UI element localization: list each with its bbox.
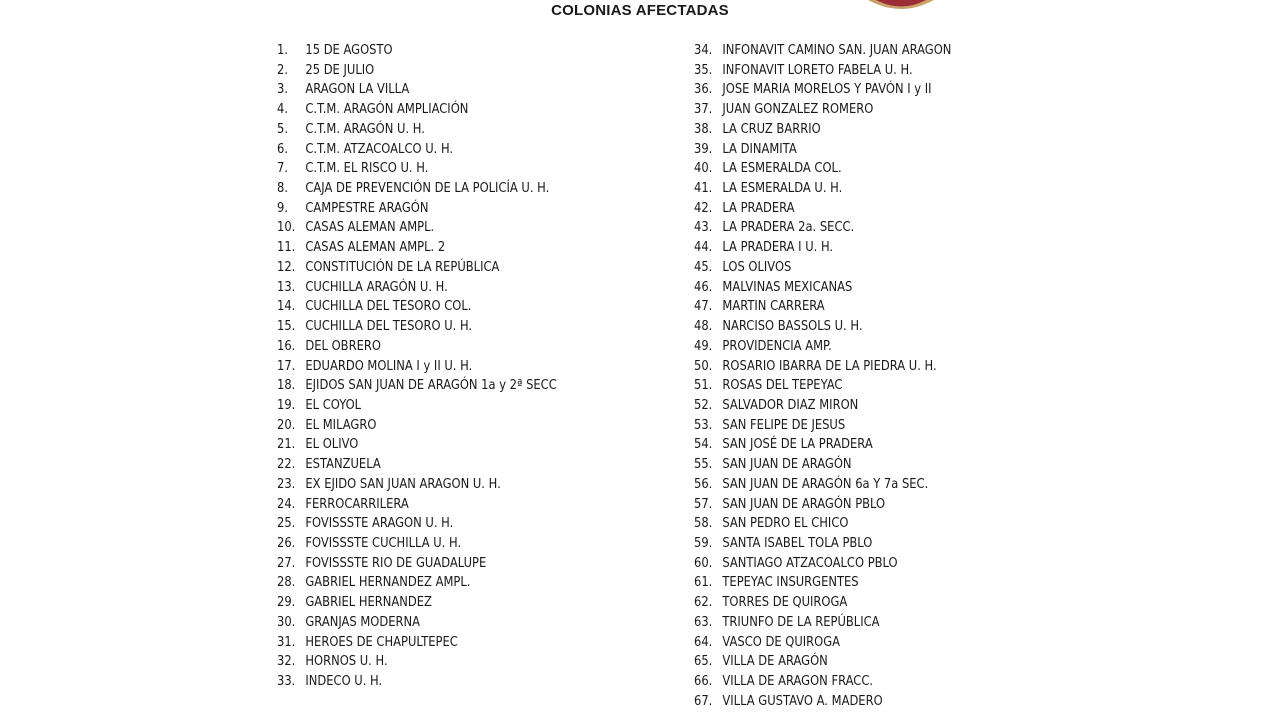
list-item-name: GRANJAS MODERNA (305, 614, 421, 630)
list-item-number: 18. (277, 378, 296, 394)
list-item-number: 57. (694, 496, 713, 512)
list-item (694, 61, 951, 81)
list-item-number: 39. (694, 141, 713, 157)
list-item-number: 15. (277, 319, 296, 335)
list-item-name: 25 DE JULIO (305, 62, 375, 78)
list-item-number: 7. (277, 161, 288, 177)
list-item-number: 34. (694, 43, 713, 58)
list-item-number: 62. (694, 595, 713, 611)
list-item-number: 25. (277, 516, 296, 532)
list-item (277, 514, 557, 534)
list-item-number: 28. (277, 575, 296, 591)
list-item-number: 65. (694, 654, 713, 670)
list-item (694, 416, 951, 436)
list-item-number: 38. (694, 121, 713, 137)
list-item-name: LA PRADERA 2a. SECC. (722, 220, 855, 236)
list-item (277, 633, 557, 653)
list-item-number: 16. (277, 338, 296, 354)
list-item-name: ROSARIO IBARRA DE LA PIEDRA U. H. (722, 358, 937, 374)
list-item-number: 36. (694, 82, 713, 98)
list-item (277, 652, 557, 672)
list-item-number: 51. (694, 378, 713, 394)
list-item-name: NARCISO BASSOLS U. H. (722, 319, 863, 335)
list-item-name: TORRES DE QUIROGA (722, 595, 848, 611)
list-item (277, 475, 557, 495)
list-item-name: JOSE MARIA MORELOS Y PAVÓN I y II (722, 82, 932, 98)
list-item (277, 297, 557, 317)
list-item (694, 140, 951, 160)
list-item-name: MARTIN CARRERA (722, 299, 825, 315)
list-item-number: 41. (694, 181, 713, 197)
list-item-number: 66. (694, 674, 713, 689)
list-item-name: TRIUNFO DE LA REPÚBLICA (722, 614, 880, 630)
list-item-number: 17. (277, 358, 296, 374)
list-item-name: INFONAVIT LORETO FABELA U. H. (722, 62, 913, 78)
list-item (277, 593, 557, 613)
list-item-name: EL COYOL (305, 397, 362, 413)
list-item-name: C.T.M. ARAGÓN U. H. (305, 121, 425, 137)
list-item-name: CAJA DE PREVENCIÓN DE LA POLICÍA U. H. (305, 181, 550, 197)
list-item (694, 80, 951, 100)
colonias-list-left (277, 41, 602, 692)
list-item (694, 218, 951, 238)
list-item (694, 41, 951, 61)
list-item (277, 672, 557, 692)
list-item (694, 179, 951, 199)
list-item-name: C.T.M. ATZACOALCO U. H. (305, 141, 454, 157)
list-item-name: SALVADOR DIAZ MIRON (722, 397, 859, 413)
list-item-number: 14. (277, 299, 296, 315)
list-item-name: SAN JUAN DE ARAGÓN 6a Y 7a SEC. (722, 476, 929, 492)
list-item-number: 5. (277, 121, 288, 137)
list-item-number: 8. (277, 181, 288, 197)
list-item-number: 45. (694, 259, 713, 275)
list-item-name: VILLA DE ARAGON FRACC. (722, 674, 874, 689)
list-item-number: 64. (694, 634, 713, 650)
list-item (277, 100, 557, 120)
list-item (277, 278, 557, 298)
list-item (694, 396, 951, 416)
list-item-name: C.T.M. ARAGÓN AMPLIACIÓN (305, 102, 469, 118)
list-item-number: 58. (694, 516, 713, 532)
list-item-name: LOS OLIVOS (722, 259, 792, 275)
list-item-number: 67. (694, 693, 713, 709)
list-item-number: 20. (277, 417, 296, 433)
list-item (277, 218, 557, 238)
list-item-name: SANTA ISABEL TOLA PBLO (722, 535, 873, 551)
page-title: COLONIAS AFECTADAS (551, 2, 729, 19)
list-item-name: CASAS ALEMAN AMPL. (305, 220, 435, 236)
list-item (277, 534, 557, 554)
list-item-number: 61. (694, 575, 713, 591)
list-item-name: LA DINAMITA (722, 141, 797, 157)
list-item-name: EL MILAGRO (305, 417, 377, 433)
list-item-name: HEROES DE CHAPULTEPEC (305, 634, 458, 650)
list-item (694, 613, 951, 633)
list-item (694, 120, 951, 140)
list-item-name: SANTIAGO ATZACOALCO PBLO (722, 555, 898, 571)
list-item-number: 60. (694, 555, 713, 571)
list-item-name: LA ESMERALDA U. H. (722, 181, 843, 197)
list-item-name: EJIDOS SAN JUAN DE ARAGÓN 1a y 2ª SECC (305, 378, 557, 394)
list-item-number: 37. (694, 102, 713, 118)
list-item-number: 13. (277, 279, 296, 295)
list-item (694, 652, 951, 672)
list-item-number: 2. (277, 62, 288, 78)
list-item (694, 633, 951, 653)
list-item (277, 258, 557, 278)
list-item-name: ROSAS DEL TEPEYAC (722, 378, 843, 394)
list-item-number: 1. (277, 43, 288, 58)
list-item-name: FOVISSSTE ARAGON U. H. (305, 516, 454, 532)
list-item-name: ARAGON LA VILLA (305, 82, 410, 98)
list-item-number: 10. (277, 220, 296, 236)
list-item (277, 120, 557, 140)
list-item-number: 4. (277, 102, 288, 118)
list-item-name: GABRIEL HERNANDEZ (305, 595, 432, 611)
list-item-name: SAN FELIPE DE JESUS (722, 417, 846, 433)
list-item (277, 159, 557, 179)
list-item-number: 48. (694, 319, 713, 335)
list-item (694, 573, 951, 593)
list-item-name: SAN JUAN DE ARAGÓN (722, 457, 852, 473)
list-item-name: DEL OBRERO (305, 338, 381, 354)
list-item (694, 337, 951, 357)
list-item (277, 61, 557, 81)
list-item-number: 32. (277, 654, 296, 670)
list-item-number: 50. (694, 358, 713, 374)
list-item-name: FOVISSSTE CUCHILLA U. H. (305, 535, 462, 551)
list-item (694, 317, 951, 337)
list-item (277, 140, 557, 160)
list-item-number: 23. (277, 476, 296, 492)
list-item-name: CASAS ALEMAN AMPL. 2 (305, 240, 446, 256)
list-item-number: 29. (277, 595, 296, 611)
list-item (277, 435, 557, 455)
list-item-name: CUCHILLA ARAGÓN U. H. (305, 279, 448, 295)
list-item-number: 59. (694, 535, 713, 551)
list-item-number: 55. (694, 457, 713, 473)
list-item (277, 396, 557, 416)
list-item (277, 495, 557, 515)
list-item-number: 19. (277, 397, 296, 413)
list-item-name: SAN JOSÉ DE LA PRADERA (722, 437, 873, 453)
list-item (694, 435, 951, 455)
list-item-name: INDECO U. H. (305, 674, 383, 689)
list-item-number: 30. (277, 614, 296, 630)
list-item (277, 455, 557, 475)
list-item-name: LA PRADERA I U. H. (722, 240, 834, 256)
list-item-number: 11. (277, 240, 296, 256)
list-item-number: 6. (277, 141, 288, 157)
list-item-number: 46. (694, 279, 713, 295)
list-item-number: 47. (694, 299, 713, 315)
list-item (694, 238, 951, 258)
list-item-name: PROVIDENCIA AMP. (722, 338, 832, 354)
list-item (694, 376, 951, 396)
list-item (694, 297, 951, 317)
list-item-number: 3. (277, 82, 288, 98)
list-item-name: GABRIEL HERNANDEZ AMPL. (305, 575, 471, 591)
list-item-name: C.T.M. EL RISCO U. H. (305, 161, 429, 177)
list-item-name: 15 DE AGOSTO (305, 43, 393, 58)
list-item-name: SAN JUAN DE ARAGÓN PBLO (722, 496, 886, 512)
colonias-list-right (694, 41, 993, 711)
list-item (277, 238, 557, 258)
list-item-number: 49. (694, 338, 713, 354)
list-item (694, 495, 951, 515)
list-item-number: 44. (694, 240, 713, 256)
list-item (694, 593, 951, 613)
list-item-number: 54. (694, 437, 713, 453)
list-item-name: VILLA GUSTAVO A. MADERO (722, 693, 883, 709)
list-item-name: CUCHILLA DEL TESORO U. H. (305, 319, 473, 335)
list-item-name: VASCO DE QUIROGA (722, 634, 841, 650)
list-item-name: HORNOS U. H. (305, 654, 388, 670)
list-item-number: 22. (277, 457, 296, 473)
list-item-number: 33. (277, 674, 296, 689)
list-item-name: ESTANZUELA (305, 457, 381, 473)
list-item (277, 317, 557, 337)
list-item (694, 554, 951, 574)
list-item (277, 357, 557, 377)
list-item-number: 56. (694, 476, 713, 492)
list-item-name: MALVINAS MEXICANAS (722, 279, 853, 295)
list-item (694, 455, 951, 475)
list-item-number: 21. (277, 437, 296, 453)
list-item (277, 376, 557, 396)
list-item (694, 475, 951, 495)
list-item-number: 27. (277, 555, 296, 571)
list-item-number: 43. (694, 220, 713, 236)
list-item (694, 357, 951, 377)
list-item (277, 199, 557, 219)
list-item-number: 31. (277, 634, 296, 650)
list-item-name: JUAN GONZALEZ ROMERO (722, 102, 874, 118)
list-item-name: LA ESMERALDA COL. (722, 161, 842, 177)
list-item-number: 40. (694, 161, 713, 177)
list-item (694, 100, 951, 120)
list-item-number: 26. (277, 535, 296, 551)
list-item-number: 52. (694, 397, 713, 413)
list-item-number: 63. (694, 614, 713, 630)
list-item-number: 12. (277, 259, 296, 275)
list-item (277, 613, 557, 633)
list-item (277, 80, 557, 100)
list-item-name: INFONAVIT CAMINO SAN. JUAN ARAGON (722, 43, 952, 58)
list-item (694, 514, 951, 534)
list-item (277, 573, 557, 593)
list-item-name: FERROCARRILERA (305, 496, 409, 512)
list-item-name: EX EJIDO SAN JUAN ARAGON U. H. (305, 476, 501, 492)
list-item-name: SAN PEDRO EL CHICO (722, 516, 849, 532)
list-item-number: 24. (277, 496, 296, 512)
list-item-name: CAMPESTRE ARAGÓN (305, 200, 429, 216)
list-item-name: LA CRUZ BARRIO (722, 121, 821, 137)
institution-seal-icon (866, 0, 936, 10)
list-item-name: CONSTITUCIÓN DE LA REPÚBLICA (305, 259, 500, 275)
list-item-name: TEPEYAC INSURGENTES (722, 575, 859, 591)
list-item-number: 35. (694, 62, 713, 78)
list-item (277, 554, 557, 574)
list-item (277, 337, 557, 357)
list-item-name: VILLA DE ARAGÓN (722, 654, 828, 670)
list-item-name: LA PRADERA (722, 200, 795, 216)
list-item-name: CUCHILLA DEL TESORO COL. (305, 299, 472, 315)
list-item-number: 9. (277, 200, 288, 216)
list-item (694, 534, 951, 554)
list-item (277, 416, 557, 436)
list-item-number: 42. (694, 200, 713, 216)
list-item-name: EDUARDO MOLINA I y II U. H. (305, 358, 473, 374)
list-item (694, 199, 951, 219)
list-item (694, 159, 951, 179)
list-item (277, 179, 557, 199)
list-item-name: EL OLIVO (305, 437, 359, 453)
list-item-name: FOVISSSTE RIO DE GUADALUPE (305, 555, 487, 571)
list-item (694, 278, 951, 298)
list-item (694, 692, 951, 712)
list-item (694, 258, 951, 278)
list-item (277, 41, 557, 61)
list-item (694, 672, 951, 692)
list-item-number: 53. (694, 417, 713, 433)
